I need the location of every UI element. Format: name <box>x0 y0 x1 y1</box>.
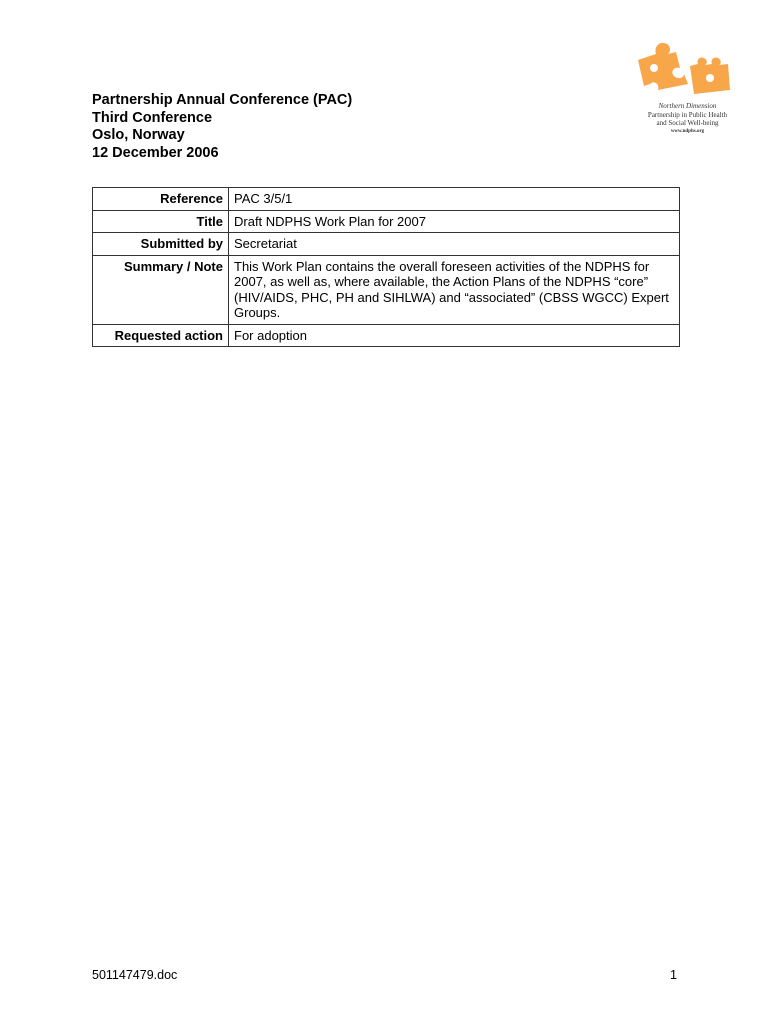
document-heading <box>92 92 352 162</box>
table-row <box>93 210 680 233</box>
footer-filename: 501147479.doc <box>92 968 178 982</box>
logo-url: www.ndphs.org <box>670 128 705 134</box>
table-row <box>93 188 680 211</box>
heading-line-conference: Partnership Annual Conference (PAC) <box>92 92 353 108</box>
row-label-title: Title <box>93 210 229 233</box>
row-label-summary: Summary / Note <box>93 255 229 324</box>
footer-page-number: 1 <box>670 968 677 982</box>
ndphs-logo <box>630 38 745 148</box>
puzzle-logo-icon <box>630 38 745 102</box>
row-label-reference: Reference <box>93 188 229 211</box>
row-value-submitted-by: Secretariat <box>229 233 680 256</box>
logo-line-1: Northern Dimension <box>658 102 717 110</box>
row-value-reference: PAC 3/5/1 <box>229 188 680 211</box>
heading-line-location: Oslo, Norway <box>92 127 185 143</box>
row-value-title: Draft NDPHS Work Plan for 2007 <box>229 210 680 233</box>
document-info-table <box>92 187 680 347</box>
logo-line-3: and Social Well-being <box>656 119 719 127</box>
table-row <box>93 324 680 347</box>
heading-line-edition: Third Conference <box>92 109 213 126</box>
row-label-requested-action: Requested action <box>93 324 229 347</box>
logo-line-2: Partnership in Public Health <box>647 110 728 119</box>
row-label-submitted-by: Submitted by <box>93 233 229 256</box>
heading-line-date: 12 December 2006 <box>92 144 219 161</box>
table-row <box>93 255 680 324</box>
row-value-requested-action: For adoption <box>229 324 680 347</box>
table-row <box>93 233 680 256</box>
logo-caption <box>630 102 745 136</box>
row-value-summary: This Work Plan contains the overall foreseen activities of the NDPHS for 2007, as well as, where available, the Action Plans of the NDPHS “core” (HIV/AIDS, PHC, PH and SIHLWA) and “associated” (CBSS WGCC) Expert Groups. <box>229 255 680 324</box>
